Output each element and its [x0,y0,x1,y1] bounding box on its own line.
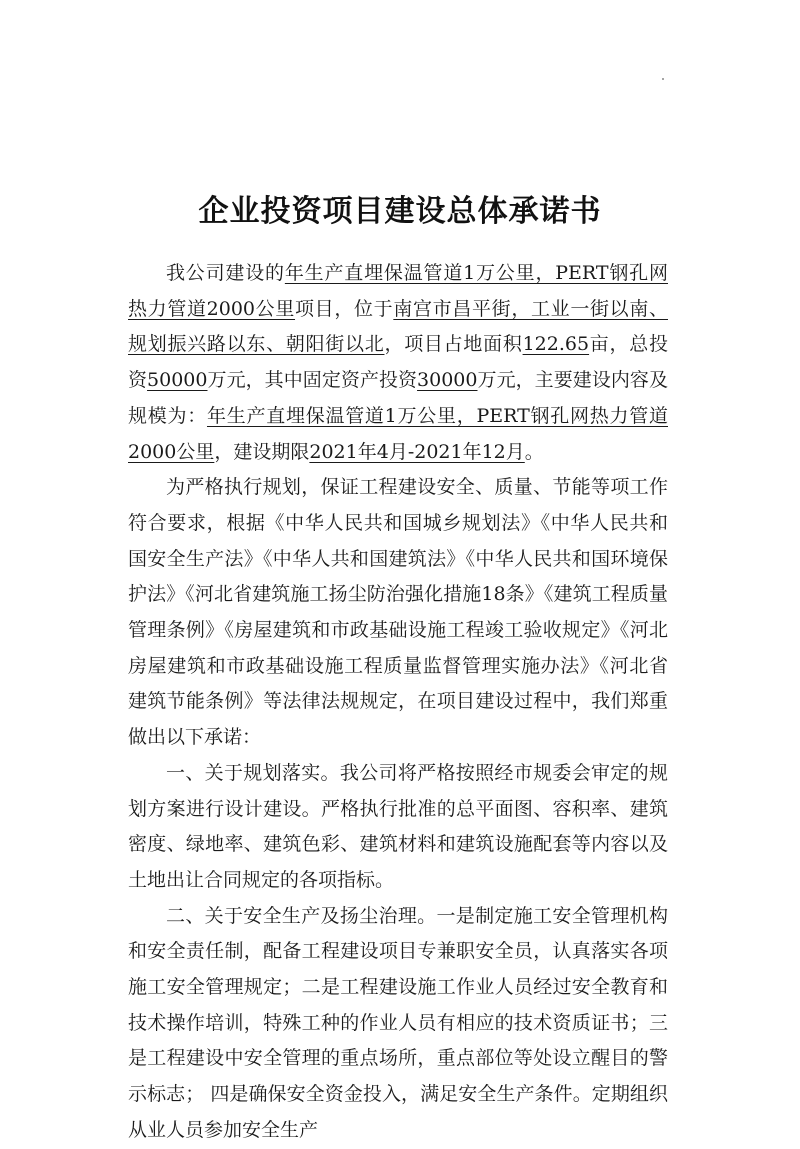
total-investment-field: 50000 [147,369,208,392]
text-segment: ，建设期限 [214,440,310,463]
period-field: 2021年4月-2021年12月 [309,440,525,463]
text-segment: ，项目占地面积 [384,333,523,356]
paragraph-planning: 一、关于规划落实。我公司将严格按照经市规委会审定的规划方案进行设计建设。严格执行批准的总平面图、容积率、建筑密度、绿地率、建筑色彩、建筑材料和建筑设施配套等内容以及土地出让合同规定的各项指标。 [128,761,668,891]
area-field: 122.65 [522,333,590,356]
text-segment: 我公司建设的 [166,262,285,284]
scale-field: 年生产直埋保温管道1万公里，PERT钢孔网热力管道2000公里 [128,404,668,463]
text-segment: 万元，其中固定资产投资 [207,369,418,392]
paragraph-safety: 二、关于安全生产及扬尘治理。一是制定施工安全管理机构和安全责任制，配备工程建设项目专兼职安全员，认真落实各项施工安全管理规定；二是工程建设施工作业人员经过安全教育和技术操作培训，特殊工种的作业人员有相应的技术资质证书；三是工程建设中安全管理的重点场所，重点部位等处设立醒目的警示标志； 四是确保安全资金投入，满足安全生产条件。定期组织从业人员参加安全生产 [128,904,668,1141]
paragraph-legal-basis: 为严格执行规划，保证工程建设安全、质量、节能等项工作符合要求，根据《中华人民共和国城乡规划法》《中华人民共和国安全生产法》《中华人共和国建筑法》《中华人民共和国环境保护法》《河北省建筑施工扬尘防治强化措施18条》《建筑工程质量管理条例》《房屋建筑和市政基础设施工程竣工验收规定》《河北房屋建筑和市政基础设施工程质量监督管理实施办法》《河北省建筑节能条例》等法律法规规定，在项目建设过程中，我们郑重做出以下承诺： [128,476,668,749]
project-name-field: 年生产直埋保温管道1万公里，PERT钢孔网热力管道2000公里 [128,262,668,320]
text-segment: 项目，位于 [295,297,394,320]
text-segment: 。 [524,440,544,463]
scan-speck [662,78,664,80]
text-segment: 亩，总投资 [128,333,668,392]
text-segment: 万元，主要建设内容及规模为： [128,369,668,427]
document-title: 企业投资项目建设总体承诺书 [198,194,602,229]
paragraph-project-info [128,256,668,470]
fixed-investment-field: 30000 [417,369,478,392]
location-field: 南宫市昌平街，工业一街以南、规划振兴路以东、朝阳街以北 [128,297,668,356]
document-body [128,256,668,1149]
